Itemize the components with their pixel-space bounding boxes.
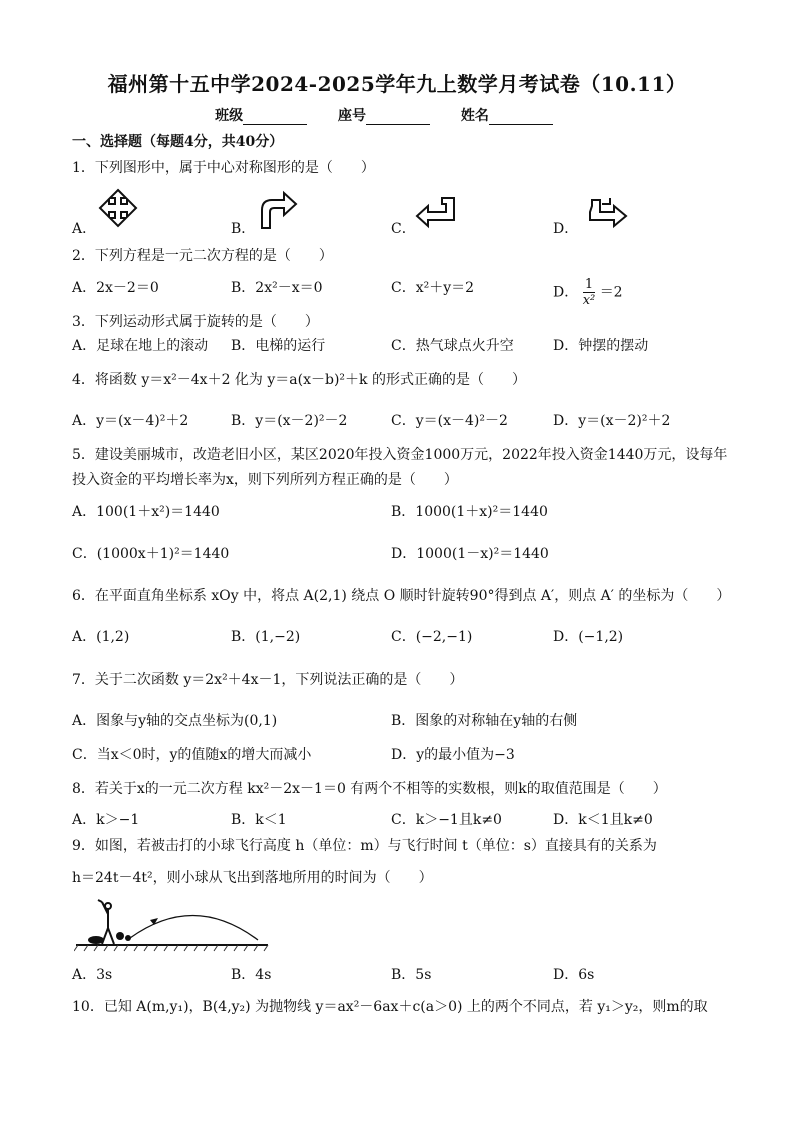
q7-option-c: C．当x＜0时，y的值随x的增大而减小 bbox=[72, 747, 312, 763]
name-blank[interactable] bbox=[489, 124, 553, 125]
q6-stem: 6．在平面直角坐标系 xOy 中，将点 A(2,1) 绕点 O 顺时针旋转90°得到点 A′，则点 A′ 的坐标为（ ） bbox=[72, 588, 731, 604]
q2-option-d bbox=[553, 277, 623, 308]
student-info-row bbox=[0, 105, 794, 125]
page-title: 福州第十五中学2024-2025学年九上数学月考试卷（10.11） bbox=[107, 72, 687, 96]
q7-option-d: D．y的最小值为−3 bbox=[391, 747, 515, 763]
q3-stem: 3．下列运动形式属于旋转的是（ ） bbox=[72, 314, 319, 330]
q2-fraction-den: x² bbox=[582, 293, 596, 308]
q1-option-c-label: C． bbox=[391, 221, 416, 237]
q3-option-c: C．热气球点火升空 bbox=[391, 338, 514, 354]
q1-figure-b-icon bbox=[256, 190, 300, 230]
q8-option-a: A．k＞−1 bbox=[72, 812, 140, 828]
q5-option-c: C．(1000x＋1)²＝1440 bbox=[72, 546, 230, 562]
q4-stem: 4．将函数 y＝x²－4x＋2 化为 y＝a(x－b)²＋k 的形式正确的是（ ） bbox=[72, 372, 526, 388]
q1-option-a-label: A． bbox=[72, 221, 97, 237]
q7-option-a: A．图象与y轴的交点坐标为(0,1) bbox=[72, 713, 278, 729]
q9-stem-line2: h＝24t－4t²，则小球从飞出到落地所用的时间为（ ） bbox=[72, 870, 433, 886]
name-label: 姓名 bbox=[460, 108, 489, 124]
q4-option-c: C．y＝(x－4)²－2 bbox=[391, 413, 508, 429]
q2-stem: 2．下列方程是一元二次方程的是（ ） bbox=[72, 248, 333, 264]
q8-stem: 8．若关于x的一元二次方程 kx²－2x－1＝0 有两个不相等的实数根，则k的取值范围是（ ） bbox=[72, 781, 667, 797]
q2-option-b: B．2x²－x＝0 bbox=[231, 280, 323, 296]
q5-option-a: A．100(1＋x²)＝1440 bbox=[72, 504, 220, 520]
q6-option-b: B．(1,−2) bbox=[231, 629, 301, 645]
q1-figure-a-icon bbox=[96, 188, 140, 228]
q2-option-d-prefix: D． bbox=[553, 284, 579, 301]
q3-option-d: D．钟摆的摆动 bbox=[553, 338, 649, 354]
q6-option-a: A．(1,2) bbox=[72, 629, 130, 645]
q6-option-c: C．(−2,−1) bbox=[391, 629, 473, 645]
q8-option-c: C．k＞−1且k≠0 bbox=[391, 812, 502, 828]
q5-stem-line2: 投入资金的平均增长率为x，则下列所列方程正确的是（ ） bbox=[72, 472, 458, 488]
q4-option-a: A．y＝(x－4)²＋2 bbox=[72, 413, 189, 429]
q4-option-b: B．y＝(x－2)²－2 bbox=[231, 413, 348, 429]
q3-option-b: B．电梯的运行 bbox=[231, 338, 326, 354]
seat-label: 座号 bbox=[338, 108, 366, 124]
q2-fraction-num: 1 bbox=[583, 277, 596, 293]
q8-option-d: D．k＜1且k≠0 bbox=[553, 812, 653, 828]
q1-option-b-label: B． bbox=[231, 221, 256, 237]
q9-option-a: A．3s bbox=[72, 967, 113, 983]
section-heading: 一、选择题（每题4分，共40分） bbox=[72, 134, 284, 150]
seat-blank[interactable] bbox=[366, 124, 430, 125]
q2-fraction bbox=[583, 277, 596, 308]
q8-option-b: B．k＜1 bbox=[231, 812, 287, 828]
q2-option-d-rhs: ＝2 bbox=[599, 284, 623, 301]
q9-option-b: B．4s bbox=[231, 967, 272, 983]
q1-figure-c-icon bbox=[414, 194, 462, 232]
q2-option-a: A．2x－2＝0 bbox=[72, 280, 159, 296]
q10-stem: 10．已知 A(m,y₁)，B(4,y₂) 为抛物线 y＝ax²－6ax＋c(a＞0) 上的两个不同点，若 y₁＞y₂，则m的取 bbox=[72, 999, 708, 1015]
q9-stem-line1: 9．如图，若被击打的小球飞行高度 h（单位：m）与飞行时间 t（单位：s）直接具有的关系为 bbox=[72, 838, 657, 854]
q9-golf-figure bbox=[74, 898, 270, 952]
q7-option-b: B．图象的对称轴在y轴的右侧 bbox=[391, 713, 578, 729]
q6-option-d: D．(−1,2) bbox=[553, 629, 624, 645]
q5-stem-line1: 5．建设美丽城市，改造老旧小区，某区2020年投入资金1000万元，2022年投入资金1440万元，设每年 bbox=[72, 447, 728, 463]
q1-option-d-label: D． bbox=[553, 221, 579, 237]
class-blank[interactable] bbox=[243, 124, 307, 125]
q5-option-d: D．1000(1－x)²＝1440 bbox=[391, 546, 549, 562]
q5-option-b: B．1000(1＋x)²＝1440 bbox=[391, 504, 548, 520]
q4-option-d: D．y＝(x－2)²＋2 bbox=[553, 413, 671, 429]
q3-option-a: A．足球在地上的滚动 bbox=[72, 338, 209, 354]
q1-stem: 1．下列图形中，属于中心对称图形的是（ ） bbox=[72, 160, 375, 176]
q2-option-c: C．x²＋y＝2 bbox=[391, 280, 475, 296]
q7-stem: 7．关于二次函数 y＝2x²＋4x－1，下列说法正确的是（ ） bbox=[72, 672, 464, 688]
class-label: 班级 bbox=[215, 108, 244, 124]
q9-option-d: D．6s bbox=[553, 967, 595, 983]
q1-figure-d-icon bbox=[584, 194, 636, 230]
q9-option-c: B．5s bbox=[391, 967, 432, 983]
